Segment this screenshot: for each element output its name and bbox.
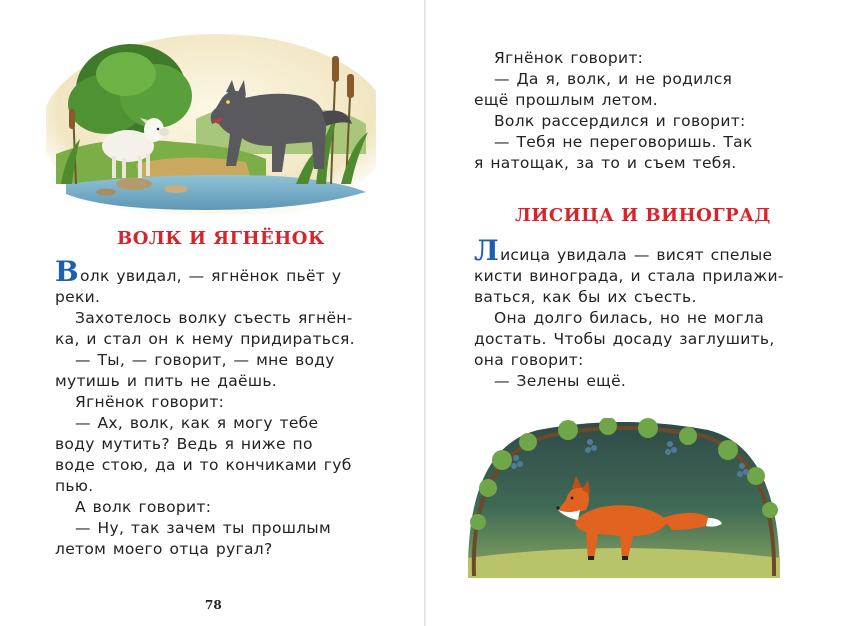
text-line: мутишь и пить не даёшь. bbox=[55, 372, 278, 390]
wolf-and-lamb-illustration bbox=[46, 34, 376, 214]
text-line: я натощак, за то и съем тебя. bbox=[474, 154, 737, 172]
text-line: реки. bbox=[55, 288, 101, 306]
text-line: воду мутить? Ведь я ниже по bbox=[55, 435, 313, 453]
text-line: летом моего отца ругал? bbox=[55, 540, 273, 558]
text-line: — Да я, волк, и не родился bbox=[494, 70, 733, 88]
text-line: Она долго билась, но не могла bbox=[494, 309, 765, 327]
story-text-wolf-and-lamb bbox=[55, 255, 375, 560]
text-line: — Тебя не переговоришь. Так bbox=[494, 133, 753, 151]
text-line: А волк говорит: bbox=[75, 498, 212, 516]
text-line: ка, и стал он к нему придираться. bbox=[55, 330, 355, 348]
text-line: пью. bbox=[55, 477, 94, 495]
story-continuation-wolf-and-lamb bbox=[474, 48, 774, 174]
story-title-wolf-and-lamb: ВОЛК И ЯГНЁНОК bbox=[117, 228, 325, 249]
text-line: ваться, как бы их съесть. bbox=[474, 288, 697, 306]
drop-cap: Л bbox=[474, 234, 500, 267]
text-line: Ягнёнок говорит: bbox=[494, 49, 644, 67]
story-paragraph bbox=[474, 234, 794, 267]
story-title-fox-and-grapes: ЛИСИЦА И ВИНОГРАД bbox=[515, 205, 771, 226]
text-line: — Ну, так зачем ты прошлым bbox=[75, 519, 331, 537]
text-line: Ягнёнок говорит: bbox=[75, 393, 225, 411]
story-text-fox-and-grapes bbox=[474, 234, 794, 392]
text-line: воде стою, да и то кончиками губ bbox=[55, 456, 352, 474]
text-line: олк увидал, — ягнёнок пьёт у bbox=[79, 267, 342, 285]
text-line: достать. Чтобы досаду заглушить, bbox=[474, 330, 775, 348]
text-line: кисти винограда, и стала прилажи- bbox=[474, 267, 784, 285]
fox-and-grapes-illustration bbox=[458, 418, 788, 586]
text-line: Захотелось волку съесть ягнён- bbox=[75, 309, 353, 327]
drop-cap: В bbox=[55, 255, 79, 288]
text-line: — Ты, — говорит, — мне воду bbox=[75, 351, 335, 369]
story-paragraph bbox=[55, 255, 375, 288]
text-line: она говорит: bbox=[474, 351, 584, 369]
text-line: исица увидала — висят спелые bbox=[500, 246, 773, 264]
text-line: — Ах, волк, как я могу тебе bbox=[75, 414, 319, 432]
text-line: Волк рассердился и говорит: bbox=[494, 112, 746, 130]
text-line: — Зелены ещё. bbox=[494, 372, 627, 390]
page-number: 78 bbox=[205, 598, 222, 612]
text-line: ещё прошлым летом. bbox=[474, 91, 658, 109]
